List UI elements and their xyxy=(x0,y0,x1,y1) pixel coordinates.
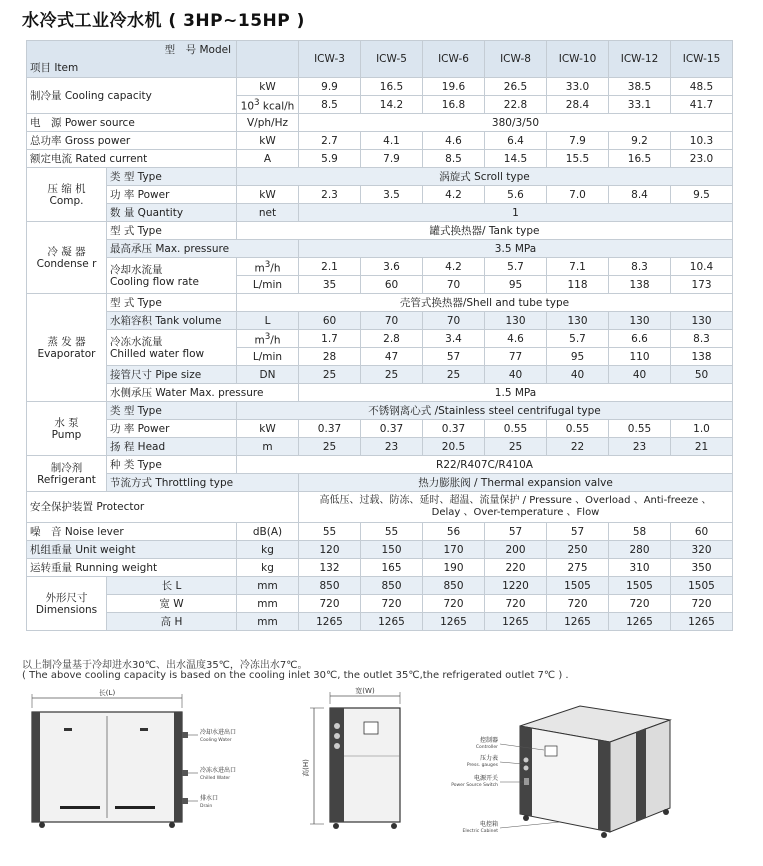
model-header: ICW-6 xyxy=(423,41,485,78)
value-cell: 20.5 xyxy=(423,438,485,456)
unit-sup: 3 xyxy=(264,259,271,270)
unit-text: m xyxy=(254,334,265,347)
value-cell: 28.4 xyxy=(547,96,609,114)
value-cell: 33.0 xyxy=(547,78,609,96)
value-cell: 涡旋式 Scroll type xyxy=(237,168,733,186)
power-switch-icon xyxy=(524,778,529,785)
table-row xyxy=(27,595,733,613)
table-row xyxy=(27,366,733,384)
value-cell: 25 xyxy=(423,366,485,384)
value-cell: 320 xyxy=(671,541,733,559)
value-cell: 138 xyxy=(609,276,671,294)
value-cell: 40 xyxy=(547,366,609,384)
table-row xyxy=(27,613,733,631)
value-cell: 40 xyxy=(485,366,547,384)
value-cell: 0.55 xyxy=(485,420,547,438)
table-row xyxy=(27,456,733,474)
value-cell: 33.1 xyxy=(609,96,671,114)
table-row xyxy=(27,559,733,577)
unit-sup: 3 xyxy=(254,97,260,108)
value-cell: 350 xyxy=(671,559,733,577)
iso-view-diagram xyxy=(440,686,740,846)
row-label: 高 H xyxy=(107,613,237,631)
row-label: 额定电流 Rated current xyxy=(27,150,237,168)
value-cell: 1505 xyxy=(609,577,671,595)
value-cell: 23 xyxy=(609,438,671,456)
value-cell: 3.5 xyxy=(361,186,423,204)
table-row xyxy=(27,204,733,222)
value-cell: 14.2 xyxy=(361,96,423,114)
row-label: 水侧承压 Water Max. pressure xyxy=(107,384,299,402)
gauge-icon xyxy=(334,723,340,729)
value-cell: 1265 xyxy=(609,613,671,631)
category-dimensions-en: Dimensions xyxy=(35,603,98,616)
callout-gauges-en: Press. gauges xyxy=(466,763,498,768)
value-cell: 5.9 xyxy=(299,150,361,168)
value-cell: 0.55 xyxy=(547,420,609,438)
value-cell: 5.7 xyxy=(485,258,547,276)
value-cell: 2.7 xyxy=(299,132,361,150)
model-header: ICW-10 xyxy=(547,41,609,78)
value-cell: 热力膨胀阀 / Thermal expansion valve xyxy=(299,474,733,492)
value-cell: 150 xyxy=(361,541,423,559)
value-cell: 5.6 xyxy=(485,186,547,204)
value-cell: 1505 xyxy=(671,577,733,595)
row-label: 宽 W xyxy=(107,595,237,613)
value-cell: 22 xyxy=(547,438,609,456)
unit-cell: mm xyxy=(237,577,299,595)
unit-cell xyxy=(237,330,299,348)
value-cell: 380/3/50 xyxy=(299,114,733,132)
unit-cell: dB(A) xyxy=(237,523,299,541)
unit-text: /h xyxy=(270,262,281,275)
value-cell: 720 xyxy=(671,595,733,613)
value-cell: 850 xyxy=(423,577,485,595)
unit-cell xyxy=(237,96,299,114)
row-label: 类 型 Type xyxy=(107,402,237,420)
model-header: ICW-12 xyxy=(609,41,671,78)
controller-icon xyxy=(545,746,557,756)
value-cell: 7.1 xyxy=(547,258,609,276)
category-pump-en: Pump xyxy=(51,428,82,441)
value-cell: 95 xyxy=(485,276,547,294)
row-label: 机组重量 Unit weight xyxy=(27,541,237,559)
value-cell: 40 xyxy=(609,366,671,384)
value-cell: 9.5 xyxy=(671,186,733,204)
table-row xyxy=(27,438,733,456)
table-row xyxy=(27,258,733,276)
front-view-diagram xyxy=(20,688,260,838)
value-cell: 130 xyxy=(609,312,671,330)
value-cell: 57 xyxy=(485,523,547,541)
unit-cell: L xyxy=(237,312,299,330)
callout-chilled-water-cn: 冷冻水进出口 xyxy=(200,767,237,774)
value-cell: 壳管式换热器/Shell and tube type xyxy=(237,294,733,312)
header-model-label: 型 号 Model xyxy=(164,44,231,56)
value-cell: 23 xyxy=(361,438,423,456)
table-row xyxy=(27,114,733,132)
value-cell: 25 xyxy=(299,366,361,384)
table-row xyxy=(27,41,733,78)
category-pump-cn: 水 泵 xyxy=(54,416,79,429)
value-cell: 8.4 xyxy=(609,186,671,204)
value-cell: 220 xyxy=(485,559,547,577)
header-unit-cell xyxy=(237,41,299,78)
row-label: 类 型 Type xyxy=(107,168,237,186)
note-en: ( The above cooling capacity is based on the cooling inlet 30℃, the outlet 35℃,the refrigerated outlet 7℃ ) . xyxy=(22,670,569,681)
value-cell: 4.2 xyxy=(423,186,485,204)
row-label xyxy=(107,258,237,294)
category-evaporator-cn: 蒸 发 器 xyxy=(47,335,86,348)
value-cell: 4.6 xyxy=(423,132,485,150)
value-cell: 70 xyxy=(423,276,485,294)
callout-controller-cn: 控制器 xyxy=(479,737,498,744)
value-cell: 3.4 xyxy=(423,330,485,348)
row-label: 型 式 Type xyxy=(107,222,237,240)
header-item-cell xyxy=(27,41,237,78)
value-cell: 14.5 xyxy=(485,150,547,168)
unit-text: m xyxy=(254,262,265,275)
caster-wheel xyxy=(169,822,175,828)
value-cell: 120 xyxy=(299,541,361,559)
value-cell: 25 xyxy=(361,366,423,384)
callout-drain-cn: 排水口 xyxy=(200,795,219,802)
row-label: 扬 程 Head xyxy=(107,438,237,456)
value-cell: 1.5 MPa xyxy=(299,384,733,402)
row-label: 最高承压 Max. pressure xyxy=(107,240,299,258)
row-label: 型 式 Type xyxy=(107,294,237,312)
spec-table xyxy=(26,40,733,631)
value-cell: 不锈钢离心式 /Stainless steel centrifugal type xyxy=(237,402,733,420)
value-cell: 720 xyxy=(609,595,671,613)
side-view-diagram xyxy=(300,686,410,838)
unit-cell: kW xyxy=(237,132,299,150)
value-cell: 132 xyxy=(299,559,361,577)
header-item-label: 项目 Item xyxy=(30,62,79,74)
height-dim-label: 高(H) xyxy=(302,759,310,777)
value-cell: 48.5 xyxy=(671,78,733,96)
value-cell: 4.2 xyxy=(423,258,485,276)
value-cell: 7.9 xyxy=(361,150,423,168)
category-dimensions xyxy=(27,577,107,631)
table-row xyxy=(27,474,733,492)
value-cell: 1265 xyxy=(361,613,423,631)
value-cell: 1505 xyxy=(547,577,609,595)
value-cell: 6.4 xyxy=(485,132,547,150)
unit-cell: mm xyxy=(237,613,299,631)
value-cell: 15.5 xyxy=(547,150,609,168)
value-cell: 6.6 xyxy=(609,330,671,348)
table-row xyxy=(27,312,733,330)
row-label: 长 L xyxy=(107,577,237,595)
category-evaporator xyxy=(27,294,107,402)
model-header: ICW-5 xyxy=(361,41,423,78)
category-refrigerant xyxy=(27,456,107,492)
value-cell: 130 xyxy=(547,312,609,330)
unit-cell: A xyxy=(237,150,299,168)
table-row xyxy=(27,168,733,186)
table-row xyxy=(27,577,733,595)
value-cell: 56 xyxy=(423,523,485,541)
value-cell: 47 xyxy=(361,348,423,366)
row-label: 节流方式 Throttling type xyxy=(107,474,299,492)
callout-controller-en: Controller xyxy=(475,745,498,750)
value-cell: 16.5 xyxy=(361,78,423,96)
value-cell: 70 xyxy=(423,312,485,330)
callout-cabinet-en: Electric Cabinet xyxy=(462,829,498,834)
row-label: 总功率 Gross power xyxy=(27,132,237,150)
unit-cell: kg xyxy=(237,559,299,577)
value-cell: 38.5 xyxy=(609,78,671,96)
unit-text: 10 xyxy=(240,100,255,113)
callout-drain-en: Drain xyxy=(200,804,213,809)
protector-line: Delay 、Over-temperature 、Flow xyxy=(431,507,600,518)
value-cell: 200 xyxy=(485,541,547,559)
value-cell: 55 xyxy=(299,523,361,541)
vent-left xyxy=(60,806,100,809)
category-compressor-cn: 压 缩 机 xyxy=(47,182,86,195)
value-cell: 3.5 MPa xyxy=(299,240,733,258)
value-cell: 130 xyxy=(671,312,733,330)
category-compressor-en: Comp. xyxy=(49,194,84,207)
value-cell: 28 xyxy=(299,348,361,366)
controller-panel xyxy=(364,722,378,734)
category-condenser-en: Condense r xyxy=(36,257,97,270)
value-cell: 19.6 xyxy=(423,78,485,96)
value-cell: 138 xyxy=(671,348,733,366)
value-cell: 55 xyxy=(361,523,423,541)
row-label: 噪 音 Noise lever xyxy=(27,523,237,541)
value-cell: 10.4 xyxy=(671,258,733,276)
value-cell: 22.8 xyxy=(485,96,547,114)
value-cell: 3.6 xyxy=(361,258,423,276)
value-cell: 58 xyxy=(609,523,671,541)
row-label-cn: 冷却水流量 xyxy=(110,263,163,276)
value-cell: 35 xyxy=(299,276,361,294)
category-compressor xyxy=(27,168,107,222)
unit-cell: m xyxy=(237,438,299,456)
value-cell: 10.3 xyxy=(671,132,733,150)
unit-text: kcal/h xyxy=(259,100,295,113)
value-cell: 16.8 xyxy=(423,96,485,114)
value-cell: 8.5 xyxy=(299,96,361,114)
value-cell: 1.0 xyxy=(671,420,733,438)
callout-cooling-water-en: Cooling Water xyxy=(200,738,232,743)
table-row xyxy=(27,150,733,168)
value-cell: 720 xyxy=(361,595,423,613)
value-cell: 0.55 xyxy=(609,420,671,438)
value-cell: 850 xyxy=(361,577,423,595)
category-refrigerant-en: Refrigerant xyxy=(37,473,96,486)
row-label-cn: 冷冻水流量 xyxy=(110,335,163,348)
gauge-icon xyxy=(334,733,340,739)
row-label: 电 源 Power source xyxy=(27,114,237,132)
protector-value xyxy=(299,492,733,523)
table-row xyxy=(27,222,733,240)
table-row xyxy=(27,132,733,150)
length-dim-label: 长(L) xyxy=(98,689,116,697)
row-label: 功 率 Power xyxy=(107,420,237,438)
value-cell: 77 xyxy=(485,348,547,366)
table-row xyxy=(27,330,733,348)
value-cell: 1 xyxy=(299,204,733,222)
model-header: ICW-3 xyxy=(299,41,361,78)
caster-wheel xyxy=(39,822,45,828)
value-cell: 110 xyxy=(609,348,671,366)
value-cell: 1265 xyxy=(485,613,547,631)
category-condenser xyxy=(27,222,107,294)
value-cell: 57 xyxy=(423,348,485,366)
row-label: 运转重量 Running weight xyxy=(27,559,237,577)
row-label: 安全保护装置 Protector xyxy=(27,492,299,523)
table-row xyxy=(27,78,733,96)
value-cell: 21 xyxy=(671,438,733,456)
unit-cell: kW xyxy=(237,186,299,204)
value-cell: 25 xyxy=(485,438,547,456)
value-cell: 41.7 xyxy=(671,96,733,114)
value-cell: 5.7 xyxy=(547,330,609,348)
row-label: 种 类 Type xyxy=(107,456,237,474)
value-cell: 130 xyxy=(485,312,547,330)
value-cell: 50 xyxy=(671,366,733,384)
value-cell: 173 xyxy=(671,276,733,294)
value-cell: 7.0 xyxy=(547,186,609,204)
value-cell: 1265 xyxy=(423,613,485,631)
unit-cell: kg xyxy=(237,541,299,559)
value-cell: 165 xyxy=(361,559,423,577)
unit-front-face xyxy=(520,726,610,832)
value-cell: 720 xyxy=(423,595,485,613)
callout-switch-cn: 电源开关 xyxy=(473,775,498,782)
unit-text: /h xyxy=(270,334,281,347)
value-cell: 310 xyxy=(609,559,671,577)
value-cell: 118 xyxy=(547,276,609,294)
value-cell: 9.2 xyxy=(609,132,671,150)
protector-line: 高低压、过载、防冻、延时、超温、流量保护 / Pressure 、Overload 、Anti-freeze 、 xyxy=(319,495,712,506)
value-cell: 9.9 xyxy=(299,78,361,96)
value-cell: 250 xyxy=(547,541,609,559)
value-cell: 1265 xyxy=(299,613,361,631)
value-cell: 16.5 xyxy=(609,150,671,168)
value-cell: 70 xyxy=(361,312,423,330)
value-cell: 26.5 xyxy=(485,78,547,96)
callout-cabinet-cn: 电控箱 xyxy=(479,821,498,828)
value-cell: 190 xyxy=(423,559,485,577)
unit-cell xyxy=(237,258,299,276)
value-cell: 275 xyxy=(547,559,609,577)
value-cell: 95 xyxy=(547,348,609,366)
category-dimensions-cn: 外形尺寸 xyxy=(45,591,88,604)
value-cell: 60 xyxy=(299,312,361,330)
value-cell: 2.3 xyxy=(299,186,361,204)
unit-cell: mm xyxy=(237,595,299,613)
value-cell: 1265 xyxy=(547,613,609,631)
row-label: 数 量 Quantity xyxy=(107,204,237,222)
value-cell: 7.9 xyxy=(547,132,609,150)
value-cell: R22/R407C/R410A xyxy=(237,456,733,474)
category-condenser-cn: 冷 凝 器 xyxy=(47,245,86,258)
value-cell: 0.37 xyxy=(361,420,423,438)
unit-cell: L/min xyxy=(237,276,299,294)
value-cell: 170 xyxy=(423,541,485,559)
value-cell: 720 xyxy=(547,595,609,613)
value-cell: 2.1 xyxy=(299,258,361,276)
model-header: ICW-8 xyxy=(485,41,547,78)
width-dim-label: 宽(W) xyxy=(355,687,375,695)
unit-cell: kW xyxy=(237,420,299,438)
value-cell: 1.7 xyxy=(299,330,361,348)
unit-cell: kW xyxy=(237,78,299,96)
value-cell: 60 xyxy=(671,523,733,541)
value-cell: 280 xyxy=(609,541,671,559)
row-label: 功 率 Power xyxy=(107,186,237,204)
unit-cell: DN xyxy=(237,366,299,384)
note-cn: 以上制冷量基于冷却进水30℃、出水温度35℃，冷冻出水7℃。 xyxy=(22,660,308,671)
row-label xyxy=(107,330,237,366)
model-header: ICW-15 xyxy=(671,41,733,78)
table-row xyxy=(27,402,733,420)
unit-sup: 3 xyxy=(264,331,271,342)
unit-cell: L/min xyxy=(237,348,299,366)
callout-switch-en: Power Source Switch xyxy=(451,783,498,788)
value-cell: 57 xyxy=(547,523,609,541)
value-cell: 8.3 xyxy=(609,258,671,276)
value-cell: 4.1 xyxy=(361,132,423,150)
table-row xyxy=(27,523,733,541)
value-cell: 0.37 xyxy=(423,420,485,438)
value-cell: 0.37 xyxy=(299,420,361,438)
value-cell: 25 xyxy=(299,438,361,456)
unit-cell: V/ph/Hz xyxy=(237,114,299,132)
row-label: 水箱容积 Tank volume xyxy=(107,312,237,330)
value-cell: 850 xyxy=(299,577,361,595)
table-row xyxy=(27,420,733,438)
value-cell: 罐式换热器/ Tank type xyxy=(237,222,733,240)
table-row xyxy=(27,294,733,312)
row-label-en: Cooling flow rate xyxy=(110,275,199,288)
row-label-en: Chilled water flow xyxy=(110,347,205,360)
table-row xyxy=(27,384,733,402)
value-cell: 1220 xyxy=(485,577,547,595)
category-evaporator-en: Evaporator xyxy=(37,347,96,360)
value-cell: 1265 xyxy=(671,613,733,631)
callout-chilled-water-en: Chilled Water xyxy=(200,776,231,781)
category-pump xyxy=(27,402,107,456)
callout-gauges-cn: 压力表 xyxy=(479,755,498,762)
vent-right xyxy=(115,806,155,809)
unit-cell: net xyxy=(237,204,299,222)
value-cell: 720 xyxy=(485,595,547,613)
callout-cooling-water-cn: 冷却水进出口 xyxy=(200,729,237,736)
value-cell: 4.6 xyxy=(485,330,547,348)
table-row xyxy=(27,492,733,523)
value-cell: 8.3 xyxy=(671,330,733,348)
table-row xyxy=(27,240,733,258)
value-cell: 720 xyxy=(299,595,361,613)
row-label: 接管尺寸 Pipe size xyxy=(107,366,237,384)
value-cell: 23.0 xyxy=(671,150,733,168)
gauge-icon xyxy=(334,743,340,749)
value-cell: 2.8 xyxy=(361,330,423,348)
value-cell: 60 xyxy=(361,276,423,294)
page-title: 水冷式工业冷水机 ( 3HP~15HP ) xyxy=(22,11,305,31)
category-refrigerant-cn: 制冷剂 xyxy=(50,461,83,474)
table-row xyxy=(27,541,733,559)
value-cell: 8.5 xyxy=(423,150,485,168)
table-row xyxy=(27,186,733,204)
row-label: 制冷量 Cooling capacity xyxy=(27,78,237,114)
